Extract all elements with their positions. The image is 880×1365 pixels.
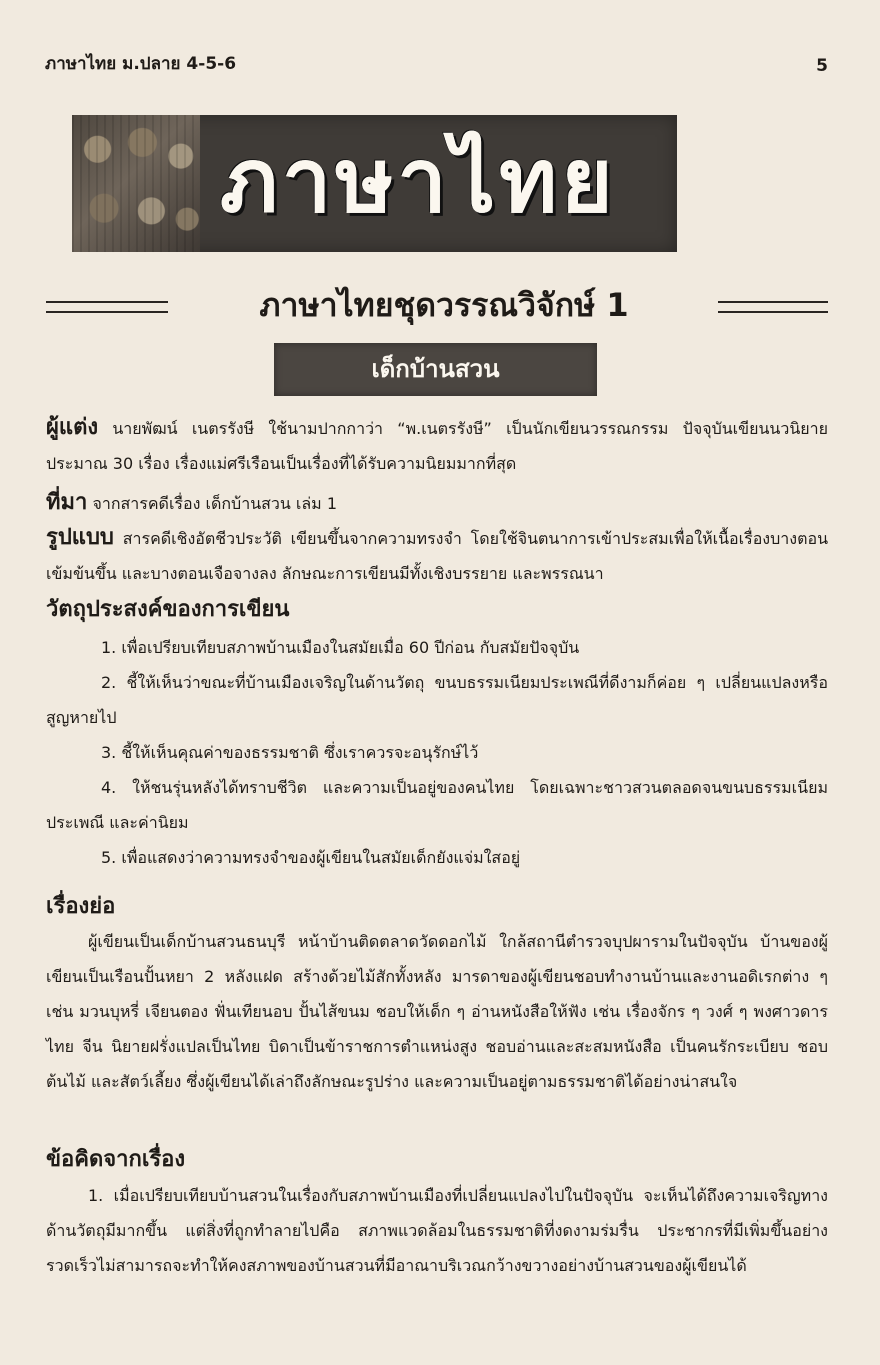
source-section: [46, 485, 828, 521]
objective-item: 5. เพื่อแสดงว่าความทรงจำของผู้เขียนในสมัยเด็กยังแจ่มใสอยู่: [101, 848, 521, 867]
author-section: [46, 410, 828, 481]
summary-paragraph: ผู้เขียนเป็นเด็กบ้านสวนธนบุรี หน้าบ้านติดตลาดวัดดอกไม้ ใกล้สถานีตำรวจบุปผารามในปัจจุบัน บ้านของผู้เขียนเป็นเรือนปั้นหยา 2 หลังแฝด สร้างด้วยไม้สักทั้งหลัง มารดาของผู้เขียนชอบทำงานบ้านและงานอดิเรกต่าง ๆ เช่น มวนบุหรี่ เจียนตอง ฟั่นเทียนอบ ปั้นไส้ขนม ชอบให้เด็ก ๆ อ่านหนังสือให้ฟัง เช่น เรื่องจักร ๆ วงศ์ ๆ พงศาวดารไทย จีน นิยายฝรั่งแปลเป็นไทย บิดาเป็นข้าราชการตำแหน่งสูง ชอบอ่านและสะสมหนังสือ เป็นคนรักระเบียบ ชอบต้นไม้ และสัตว์เลี้ยง ซึ่งผู้เขียนได้เล่าถึงลักษณะรูปร่าง และความเป็นอยู่ตามธรรมชาติได้อย่างน่าสนใจ: [46, 932, 828, 1091]
format-label: รูปแบบ: [46, 525, 114, 550]
objective-item: 2. ชี้ให้เห็นว่าขณะที่บ้านเมืองเจริญในด้านวัตถุ ขนบธรรมเนียมประเพณีที่ดีงามก็ค่อย ๆ เปลี่ยนแปลงหรือสูญหายไป: [46, 673, 828, 727]
thoughts-paragraph: 1. เมื่อเปรียบเทียบบ้านสวนในเรื่องกับสภาพบ้านเมืองที่เปลี่ยนแปลงไปในปัจจุบัน จะเห็นได้ถึงความเจริญทางด้านวัตถุมีมากขึ้น แต่สิ่งที่ถูกทำลายไปคือ สภาพแวดล้อมในธรรมชาติที่งดงามร่มรื่น ประชากรที่มีเพิ่มขึ้นอย่างรวดเร็วไม่สามารถจะทำให้คงสภาพของบ้านสวนที่มีอาณาบริเวณกว้างขวางอย่างบ้านสวนของผู้เขียนได้: [46, 1186, 828, 1275]
thoughts-heading: ข้อคิดจากเรื่อง: [46, 1147, 186, 1172]
author-text: นายพัฒน์ เนตรรังษี ใช้นามปากกาว่า “พ.เนตรรังษี” เป็นนักเขียนวรรณกรรม ปัจจุบันเขียนนวนิยายประมาณ 30 เรื่อง เรื่องแม่ศรีเรือนเป็นเรื่องที่ได้รับความนิยมมากที่สุด: [46, 419, 828, 473]
format-text: สารคดีเชิงอัตชีวประวัติ เขียนขึ้นจากความทรงจำ โดยใช้จินตนาการเข้าประสมเพื่อให้เนื้อเรื่องบางตอนเข้มข้นขึ้น และบางตอนเจือจางลง ลักษณะการเขียนมีทั้งเชิงบรรยาย และพรรณนา: [46, 529, 829, 583]
objective-item: 3. ชี้ให้เห็นคุณค่าของธรรมชาติ ซึ่งเราควรจะอนุรักษ์ไว้: [101, 743, 479, 762]
subject-banner: [72, 115, 677, 252]
objectives-heading: วัตถุประสงค์ของการเขียน: [46, 597, 290, 622]
author-label: ผู้แต่ง: [46, 415, 99, 440]
header-subject: ภาษาไทย ม.ปลาย 4-5-6: [45, 54, 237, 74]
banner-title: ภาษาไทย: [220, 128, 617, 232]
summary-heading: เรื่องย่อ: [46, 894, 116, 919]
objective-item: 4. ให้ชนรุ่นหลังได้ทราบชีวิต และความเป็นอยู่ของคนไทย โดยเฉพาะชาวสวนตลอดจนขนบธรรมเนียมประเพณี และค่านิยม: [46, 778, 828, 832]
decorative-double-line-left: [46, 301, 168, 313]
series-title-row: [46, 279, 828, 331]
format-section: [46, 520, 828, 591]
khon-masks-image: [72, 115, 200, 252]
decorative-double-line-right: [718, 301, 828, 313]
source-label: ที่มา: [46, 490, 88, 515]
series-title: ภาษาไทยชุดวรรณวิจักษ์ 1: [259, 286, 629, 324]
page-number: 5: [816, 56, 828, 76]
objective-item: 1. เพื่อเปรียบเทียบสภาพบ้านเมืองในสมัยเมื่อ 60 ปีก่อน กับสมัยปัจจุบัน: [101, 638, 580, 657]
objectives-list: [46, 630, 828, 875]
story-title: เด็กบ้านสวน: [274, 343, 597, 396]
source-text: จากสารคดีเรื่อง เด็กบ้านสวน เล่ม 1: [92, 494, 337, 513]
